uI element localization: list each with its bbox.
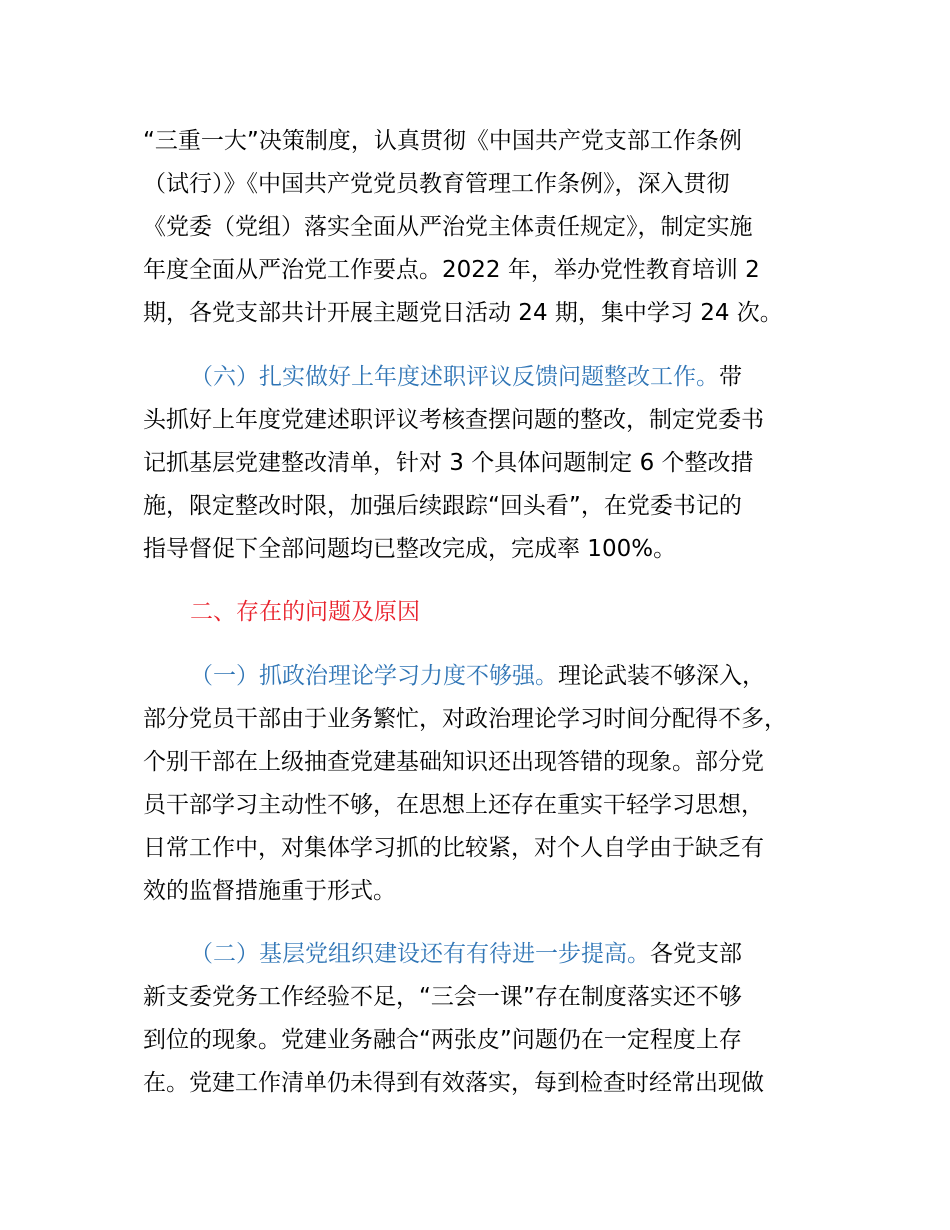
paragraph-line: 到位的现象。党建业务融合“两张皮”问题仍在一定程度上存 — [143, 1027, 742, 1053]
paragraph-line: 指导督促下全部问题均已整改完成，完成率 100%。 — [143, 536, 677, 562]
paragraph-line: 员干部学习主动性不够，在思想上还存在重实干轻学习思想， — [143, 792, 764, 818]
section-heading — [190, 596, 420, 628]
paragraph-line: 新支委党务工作经验不足，“三会一课”存在制度落实还不够 — [143, 984, 742, 1010]
paragraph-line: 记抓基层党建整改清单，针对 3 个具体问题制定 6 个整改措 — [143, 450, 754, 476]
paragraph-line: 日常工作中，对集体学习抓的比较紧，对个人自学由于缺乏有 — [143, 835, 764, 861]
paragraph-line: 在。党建工作清单仍未得到有效落实，每到检查时经常出现做 — [143, 1070, 764, 1096]
paragraph-line: 效的监督措施重于形式。 — [143, 878, 396, 904]
section-heading-two: 二、存在的问题及原因 — [190, 599, 420, 625]
subheading-six: （六）扎实做好上年度述职评议反馈问题整改工作。 — [190, 364, 719, 390]
subheading-line: （一）抓政治理论学习力度不够强。理论武装不够深入， — [190, 663, 765, 689]
subheading-line: （六）扎实做好上年度述职评议反馈问题整改工作。带 — [190, 364, 742, 390]
paragraph-line: （试行）》《中国共产党党员教育管理工作条例》，深入贯彻 — [143, 171, 730, 197]
paragraph-line: “三重一大”决策制度，认真贯彻《中国共产党支部工作条例 — [143, 128, 742, 154]
paragraph-line: 头抓好上年度党建述职评议考核查摆问题的整改，制定党委书 — [143, 407, 764, 433]
paragraph-line: 施，限定整改时限，加强后续跟踪“回头看”，在党委书记的 — [143, 493, 742, 519]
subheading-line: （二）基层党组织建设还有有待进一步提高。各党支部 — [190, 941, 742, 967]
subheading-two: （二）基层党组织建设还有有待进一步提高。 — [190, 941, 650, 967]
paragraph-line: 期，各党支部共计开展主题党日活动 24 期，集中学习 24 次。 — [143, 300, 783, 326]
paragraph-line: 部分党员干部由于业务繁忙，对政治理论学习时间分配得不多， — [143, 706, 787, 732]
paragraph-line: 《党委（党组）落实全面从严治党主体责任规定》，制定实施 — [143, 214, 753, 240]
paragraph-line: 个别干部在上级抽查党建基础知识还出现答错的现象。部分党 — [143, 749, 764, 775]
paragraph-line: 年度全面从严治党工作要点。2022 年，举办党性教育培训 2 — [143, 257, 760, 283]
subheading-one: （一）抓政治理论学习力度不够强。 — [190, 663, 558, 689]
